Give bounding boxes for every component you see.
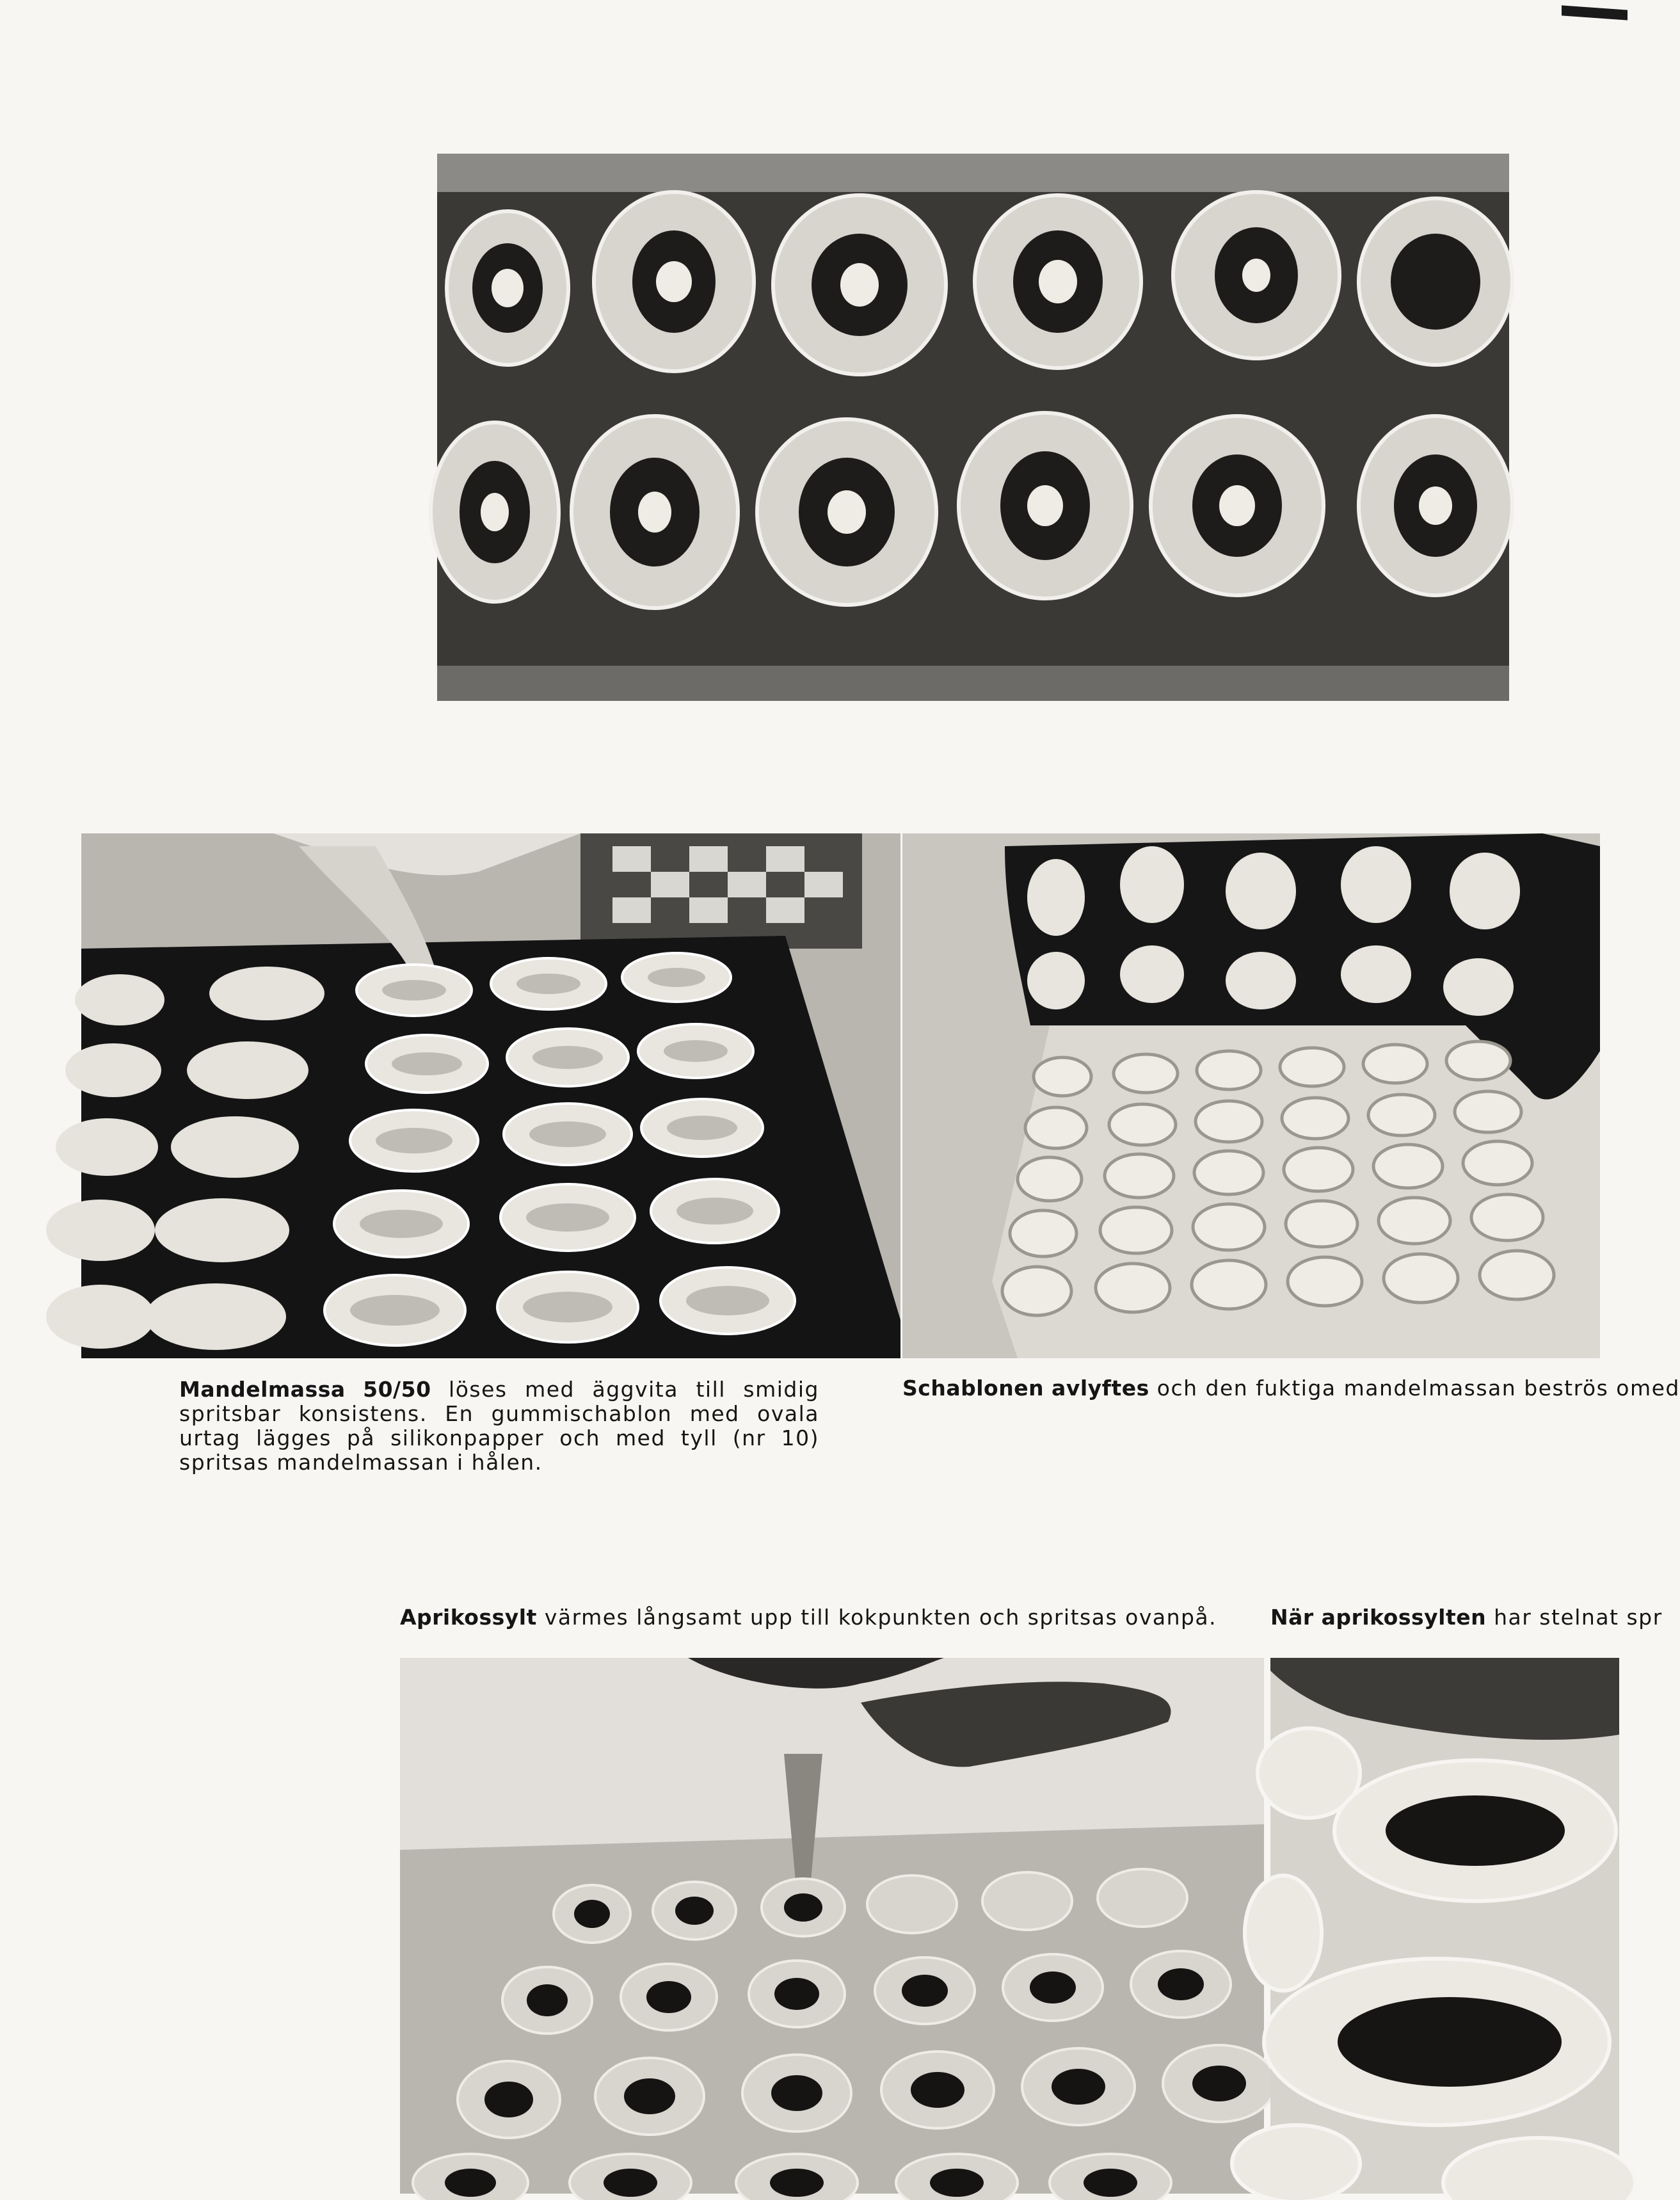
caption-schablonen-body: och den fuktiga mandelmassan beströs omed	[1149, 1376, 1680, 1401]
finished-pastries-illustration	[437, 154, 1509, 701]
caption-nar-lead: När aprikossylten	[1270, 1605, 1487, 1630]
photo-finished-pastries-tray	[437, 154, 1509, 701]
piping-stencil-illustration	[81, 833, 900, 1358]
jam-closeup-illustration	[1270, 1658, 1619, 2194]
scan-edge-mark	[1562, 5, 1628, 20]
caption-mandelmassa	[179, 1377, 819, 1475]
photo-piping-almond-paste	[81, 833, 900, 1358]
stencil-lift-illustration	[902, 833, 1600, 1358]
caption-nar-aprikossylten	[1270, 1605, 1663, 1630]
apricot-jam-illustration	[400, 1658, 1264, 2194]
caption-aprikossylt	[400, 1605, 1217, 1630]
caption-schablonen	[902, 1376, 1680, 1401]
caption-aprikossylt-body: värmes långsamt upp till kokpunkten och spritsas ovanpå.	[536, 1605, 1217, 1630]
photo-jam-set-closeup	[1270, 1658, 1619, 2194]
caption-schablonen-lead: Schablonen avlyftes	[902, 1376, 1149, 1401]
photo-stencil-lifted	[902, 833, 1600, 1358]
caption-aprikossylt-lead: Aprikossylt	[400, 1605, 537, 1630]
caption-nar-body: har stelnat spr	[1486, 1605, 1663, 1630]
caption-mandelmassa-lead: Mandelmassa 50/50	[179, 1377, 431, 1402]
photo-piping-apricot-jam	[400, 1658, 1264, 2194]
caption-mandelmassa-body: löses med äggvita till smidig spritsbar konsistens. En gummischablon med ovala urtag lägges på silikonpapper och med tyll (nr 10) spritsas mandelmassan i hålen.	[179, 1377, 819, 1475]
